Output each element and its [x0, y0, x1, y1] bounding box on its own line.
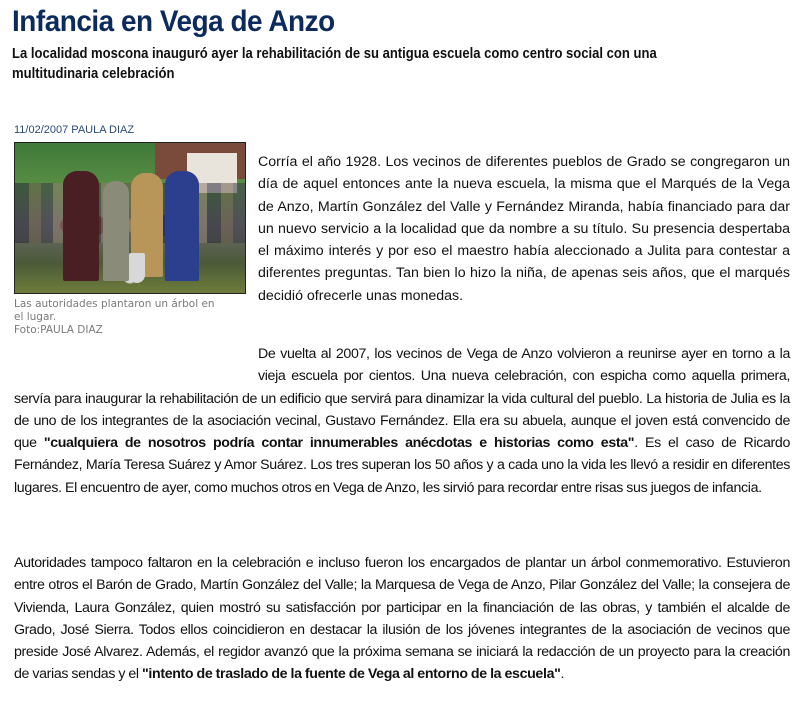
paragraph-2-text: De vuelta al 2007, los vecinos de Vega de Anzo volvieron a reunirse ayer en torno a la vieja escuela por cientos. Una nueva celebración, con espicha como aquella primera, servía para inaugurar la rehabilitación de un edificio que servirá para dinamizar la vida cultural del pueblo. La historia de Julia es la de uno de los integrantes de la asociación vecinal, Gustavo Fernández. Ella era su abuela, aunque el joven está convencido de que [14, 346, 790, 452]
paragraph-1: Corría el año 1928. Los vecinos de diferentes pueblos de Grado se congregaron un día de aquel entonces ante la nueva escuela, la misma que el Marqués de la Vega de Anzo, Martín González del Valle y Fernández Miranda, había financiado para dar un nuevo servicio a la localidad que da nombre a su título. Su presencia despertaba el máximo interés y por eso el maestro había aleccionado a Julita para contestar a diferentes preguntas. Tan bien lo hizo la niña, de apenas seis años, que el marqués decidió ofrecerle unas monedas. [258, 154, 790, 304]
article-title: Infancia en Vega de Anzo [12, 5, 335, 38]
paragraph-2-container [14, 343, 790, 499]
article-byline: 11/02/2007 PAULA DIAZ [14, 124, 135, 136]
person-figure [63, 171, 99, 281]
caption-line: Las autoridades plantaron un árbol en [14, 298, 215, 310]
caption-line: el lugar. [14, 311, 57, 323]
paragraph-2-text-end: . Es el caso de Ricardo Fernández, María Teresa Suárez y Amor Suárez. Los tres superan los 50 años y a cada uno la vida les llevó a residir en diferentes lugares. El encuentro de ayer, como muchos otros en Vega de Anzo, les sirvió para recordar entre risas sus juegos de infancia. [14, 435, 790, 496]
float-spacer [14, 343, 258, 387]
paragraph-3 [14, 552, 790, 686]
article-photo [14, 142, 246, 294]
paragraph-3-text-end: . [560, 666, 565, 683]
shovel [129, 253, 145, 283]
photo-caption [14, 298, 254, 337]
photo-credit: Foto:PAULA DIAZ [14, 324, 103, 336]
paragraph-3-quote: "intento de traslado de la fuente de Vega al entorno de la escuela" [142, 666, 561, 683]
person-figure [165, 171, 199, 281]
paragraph-2-quote: "cualquiera de nosotros podría contar innumerables anécdotas e historias como esta" [43, 435, 635, 452]
article-subtitle: La localidad moscona inauguró ayer la rehabilitación de su antigua escuela como centro social con una multitudinaria celebración [12, 46, 657, 82]
paragraph-3-text: Autoridades tampoco faltaron en la celebración e incluso fueron los encargados de plantar un árbol conmemorativo. Estuvieron entre otros el Barón de Grado, Martín González del Valle; la Marquesa de Vega de Anzo, Pilar González del Valle; la consejera de Vivienda, Laura González, quien mostró su satisfacción por participar en la financiación de las obras, y también el alcalde de Grado, José Sierra. Todos ellos coincidieron en destacar la ilusión de los jóvenes integrantes de la asociación de vecinos que preside José Alvarez. Además, el regidor avanzó que la próxima semana se iniciará la redacción de un proyecto para la creación de varias sendas y el [14, 555, 790, 683]
crowd [15, 183, 245, 243]
person-figure [103, 181, 129, 281]
